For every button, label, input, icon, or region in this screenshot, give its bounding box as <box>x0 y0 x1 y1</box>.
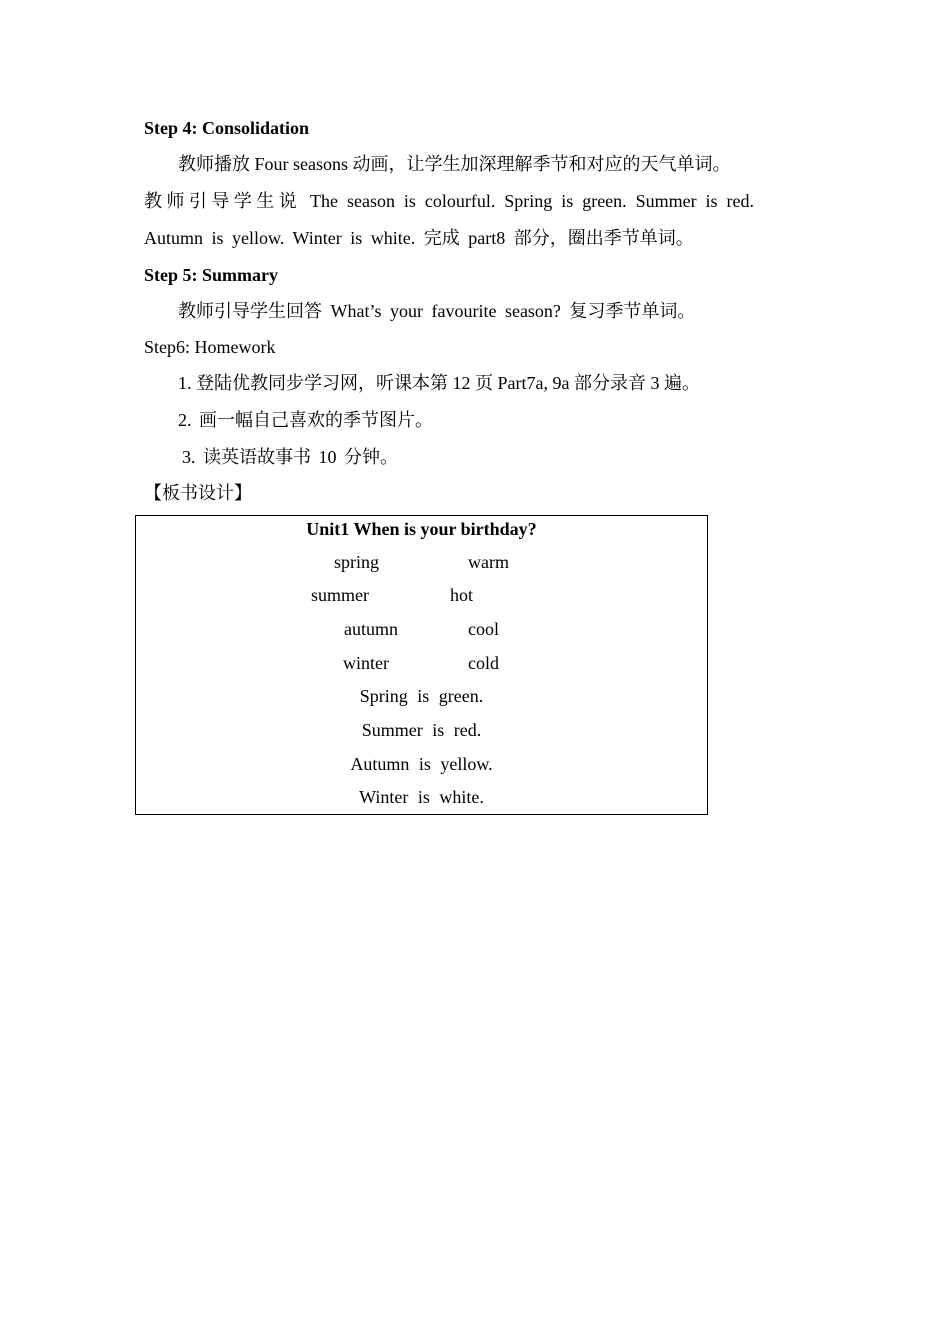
homework-item: 3. 读英语故事书 10 分钟。 <box>182 447 398 467</box>
board-season-word: spring <box>334 552 379 572</box>
board-title: Unit1 When is your birthday? <box>306 519 537 539</box>
board-sentence: Winter is white. <box>359 787 484 807</box>
board-weather-word: warm <box>468 552 509 572</box>
board-season-word: winter <box>343 653 389 673</box>
step5-paragraph-line1: 教师引导学生回答 What’s your favourite season? 复习季节单词。 <box>178 301 696 321</box>
board-weather-word: hot <box>450 585 474 605</box>
board-sentence: Spring is green. <box>359 686 484 706</box>
board-season-word: autumn <box>344 619 398 639</box>
board-design-box <box>135 515 708 815</box>
board-weather-word: cool <box>468 619 499 639</box>
step5-heading: Step 5: Summary <box>144 265 278 285</box>
homework-item: 2. 画一幅自己喜欢的季节图片。 <box>178 410 433 430</box>
board-weather-word: cold <box>468 653 499 673</box>
step4-paragraph-line2: 教师引导学生说 The season is colourful. Spring is green. Summer is red. <box>144 191 754 211</box>
step4-paragraph-line1: 教师播放 Four seasons 动画，让学生加深理解季节和对应的天气单词。 <box>178 154 731 174</box>
board-season-word: summer <box>311 585 369 605</box>
board-sentence: Summer is red. <box>361 720 482 740</box>
step4-heading: Step 4: Consolidation <box>144 118 310 138</box>
homework-item: 1. 登陆优教同步学习网，听课本第 12 页 Part7a, 9a 部分录音 3 遍。 <box>178 373 700 393</box>
step6-heading: Step6: Homework <box>144 337 276 357</box>
board-design-label: 【板书设计】 <box>144 483 252 503</box>
board-sentence: Autumn is yellow. <box>350 754 493 774</box>
step4-paragraph-line3: Autumn is yellow. Winter is white. 完成 part8 部分，圈出季节单词。 <box>144 228 694 248</box>
